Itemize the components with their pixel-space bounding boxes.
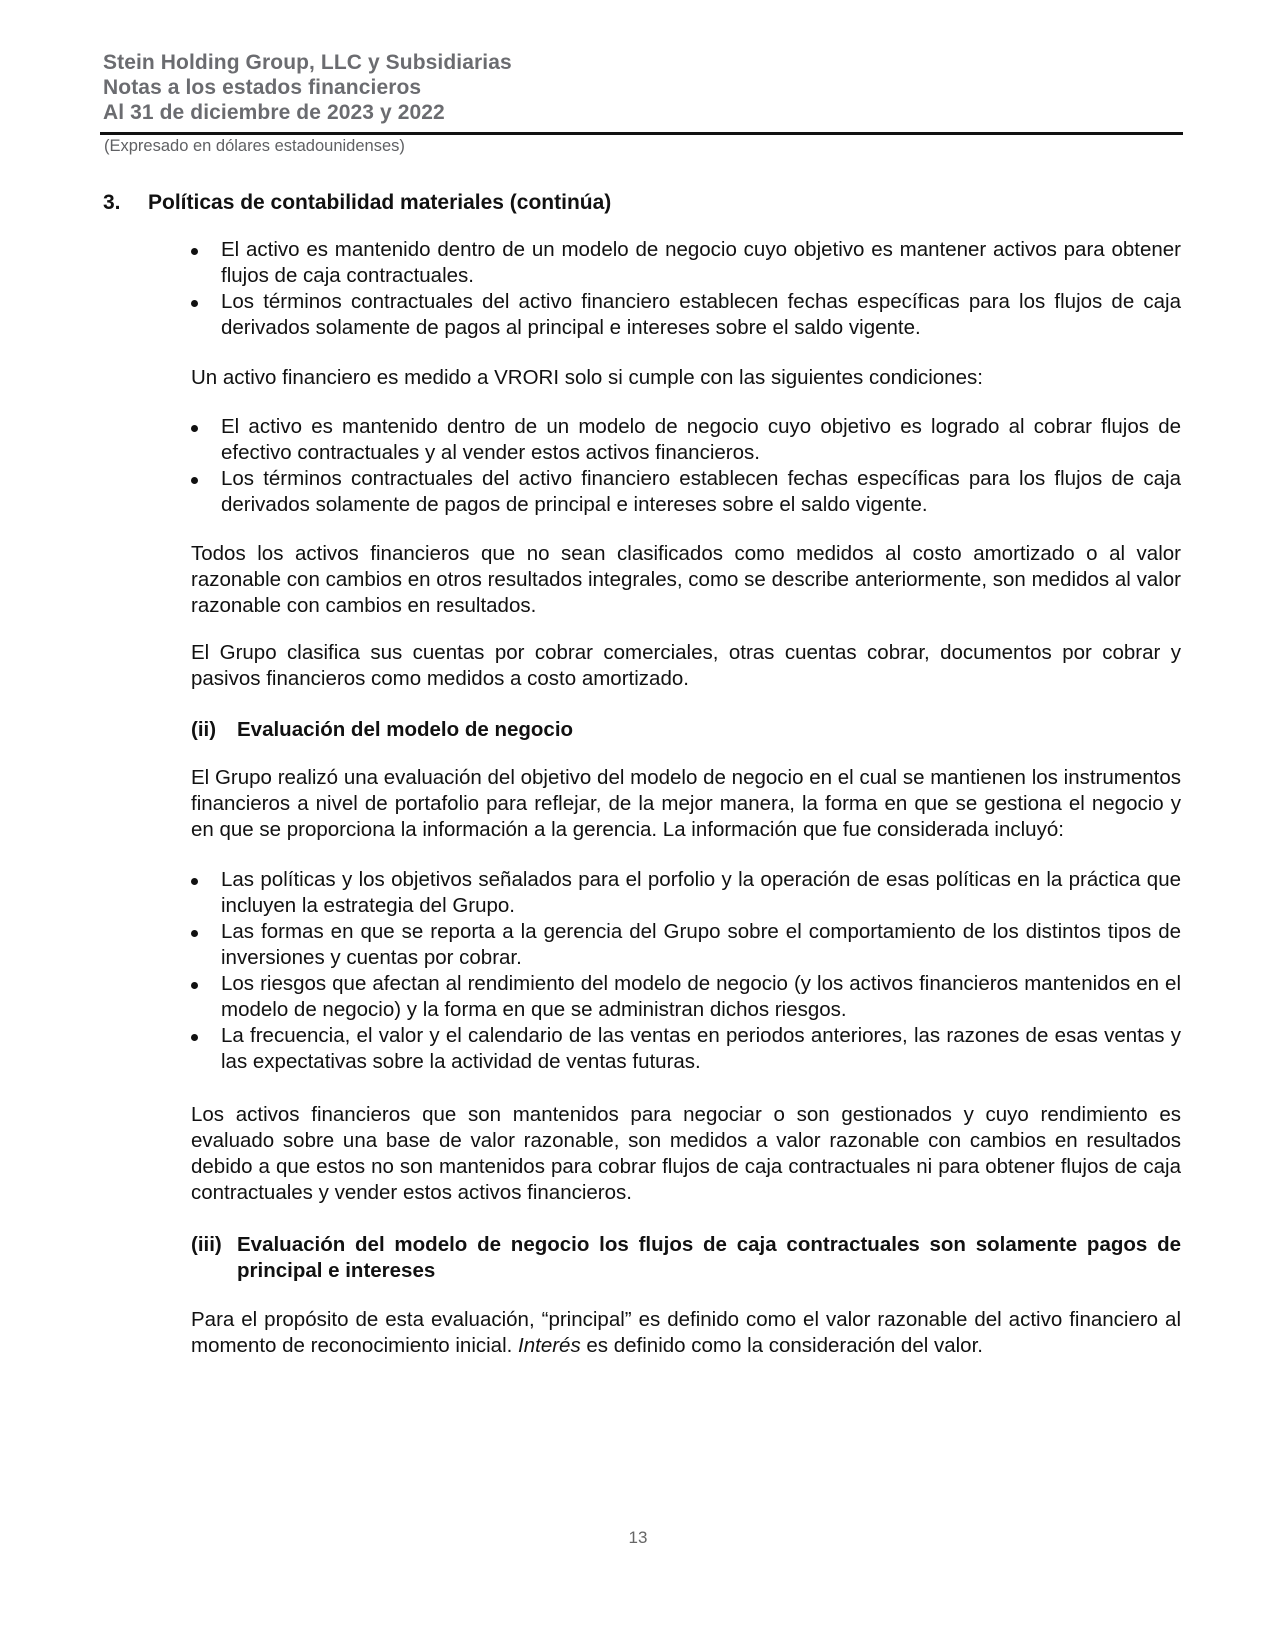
- section-heading: [103, 191, 611, 215]
- paragraph-group-classification: El Grupo clasifica sus cuentas por cobrar comerciales, otras cuentas cobrar, documentos por cobrar y pasivos financieros como medidos a costo amortizado.: [191, 641, 1181, 690]
- subsection-ii-closing: Los activos financieros que son mantenidos para negociar o son gestionados y cuyo rendimiento es evaluado sobre una base de valor razonable, son medidos a valor razonable con cambios en resultados debido a que estos no son mantenidos para cobrar flujos de caja contractuales ni para obtener flujos de caja contractuales y vender estos activos financieros.: [191, 1103, 1181, 1204]
- section-number: 3.: [103, 191, 121, 214]
- currency-note: (Expresado en dólares estadounidenses): [104, 137, 405, 155]
- subsection-ii-heading: [191, 717, 1181, 743]
- italic-term: Interés: [518, 1334, 581, 1357]
- bullet-icon: [191, 300, 198, 307]
- page-number: 13: [628, 1528, 648, 1547]
- list-item: Las formas en que se reporta a la gerencia del Grupo sobre el comportamiento de los distintos tipos de inversiones y cuentas por cobrar.: [191, 919, 1181, 971]
- paragraph-vrori: Un activo financiero es medido a VRORI solo si cumple con las siguientes condiciones:: [191, 366, 983, 389]
- list-item: Los términos contractuales del activo financiero establecen fechas específicas para los flujos de caja derivados solamente de pagos de principal e intereses sobre el saldo vigente.: [191, 466, 1181, 518]
- document-title: Notas a los estados financieros: [103, 76, 422, 99]
- bullet-icon: [191, 477, 198, 484]
- bullet-icon: [191, 982, 198, 989]
- bullet-icon: [191, 930, 198, 937]
- subsection-ii-roman: (ii): [191, 718, 217, 741]
- document-header: [103, 50, 1183, 125]
- list-item: La frecuencia, el valor y el calendario de las ventas en periodos anteriores, las razones de esas ventas y las expectativas sobre la actividad de ventas futuras.: [191, 1023, 1181, 1075]
- bullet-list-amortized: [191, 237, 1181, 341]
- header-rule: [100, 132, 1183, 135]
- document-date: Al 31 de diciembre de 2023 y 2022: [103, 101, 445, 124]
- subsection-ii-title: Evaluación del modelo de negocio: [237, 718, 574, 741]
- paragraph-all-assets: Todos los activos financieros que no sean clasificados como medidos al costo amortizado o al valor razonable con cambios en otros resultados integrales, como se describe anteriormente, son medidos al valor razonable con cambios en resultados.: [191, 542, 1181, 617]
- bullet-icon: [191, 425, 198, 432]
- list-item: El activo es mantenido dentro de un modelo de negocio cuyo objetivo es logrado al cobrar flujos de efectivo contractuales y al vender estos activos financieros.: [191, 414, 1181, 466]
- subsection-iii-heading: [191, 1232, 1181, 1284]
- list-item: Los riesgos que afectan al rendimiento del modelo de negocio (y los activos financieros mantenidos en el modelo de negocio) y la forma en que se administran dichos riesgos.: [191, 971, 1181, 1023]
- bullet-icon: [191, 1034, 198, 1041]
- bullet-icon: [191, 248, 198, 255]
- subsection-ii-intro: El Grupo realizó una evaluación del objetivo del modelo de negocio en el cual se mantienen los instrumentos financieros a nivel de portafolio para reflejar, de la mejor manera, la forma en que se gestiona el negocio y en que se proporciona la información a la gerencia. La información que fue considerada incluyó:: [191, 766, 1181, 841]
- section-title: Políticas de contabilidad materiales (continúa): [148, 191, 612, 214]
- bullet-list-vrori: [191, 414, 1181, 518]
- subsection-iii-title: Evaluación del modelo de negocio los flujos de caja contractuales son solamente pagos de principal e intereses: [237, 1233, 1181, 1282]
- company-name: Stein Holding Group, LLC y Subsidiarias: [103, 51, 512, 74]
- subsection-iii-paragraph: Para el propósito de esta evaluación, “principal” es definido como el valor razonable del activo financiero al momento de reconocimiento inicial. Interés es definido como la consideración del valor.: [191, 1308, 1181, 1357]
- bullet-icon: [191, 878, 198, 885]
- subsection-iii-roman: (iii): [191, 1233, 222, 1256]
- list-item: Los términos contractuales del activo financiero establecen fechas específicas para los flujos de caja derivados solamente de pagos al principal e intereses sobre el saldo vigente.: [191, 289, 1181, 341]
- list-item: El activo es mantenido dentro de un modelo de negocio cuyo objetivo es mantener activos para obtener flujos de caja contractuales.: [191, 237, 1181, 289]
- list-item: Las políticas y los objetivos señalados para el porfolio y la operación de esas políticas en la práctica que incluyen la estrategia del Grupo.: [191, 867, 1181, 919]
- bullet-list-business-model: [191, 867, 1181, 1075]
